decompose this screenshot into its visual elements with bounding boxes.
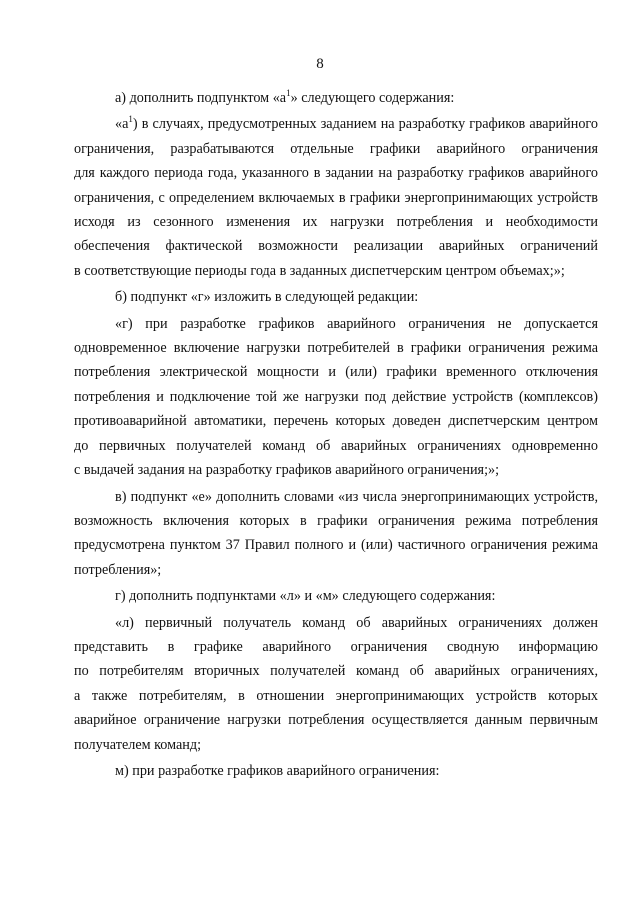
- paragraph-line: для каждого периода года, указанного в задании на разработку графиков аварийного: [74, 165, 598, 182]
- paragraph-line: в) подпункт «е» дополнить словами «из числа энергопринимающих устройств,: [115, 488, 598, 505]
- paragraph-line: ограничения, с определением включаемых в графики энергопринимающих устройств: [74, 189, 598, 206]
- page-number: 8: [316, 56, 324, 72]
- paragraph-l: [74, 611, 598, 757]
- paragraph-g-text: [74, 312, 598, 483]
- paragraph-line: с выдачей задания на разработку графиков аварийного ограничения;»;: [74, 462, 500, 479]
- paragraph-line: «л) первичный получатель команд об аварийных ограничениях должен: [115, 614, 598, 631]
- paragraph-a: [74, 86, 598, 110]
- paragraph-b: б) подпункт «г» изложить в следующей редакции:: [115, 289, 419, 306]
- paragraph-v: [74, 485, 598, 583]
- paragraph-line: [74, 112, 598, 136]
- paragraph-line: противоаварийной автоматики, перечень которых доведен диспетчерским центром: [74, 413, 598, 430]
- paragraph-line: исходя из сезонного изменения их нагрузки потребления и необходимости: [74, 214, 598, 231]
- paragraph-line: до первичных получателей команд об аварийных ограничениях одновременно: [74, 437, 598, 454]
- superscript: 1: [286, 88, 291, 98]
- paragraph-line: получателем команд;: [74, 736, 202, 753]
- paragraph-line: представить в графике аварийного ограничения сводную информацию: [74, 638, 598, 655]
- paragraph-line: «г) при разработке графиков аварийного ограничения не допускается: [115, 315, 598, 332]
- paragraph-line: в соответствующие периоды года в заданных диспетчерским центром объемах;»;: [74, 262, 565, 279]
- paragraph-line: обеспечения фактической возможности реализации аварийных ограничений: [74, 238, 598, 255]
- superscript: 1: [128, 114, 133, 125]
- document-body: [74, 86, 598, 783]
- paragraph-line: одновременное включение нагрузки потребителей в графики ограничения режима: [74, 340, 598, 357]
- paragraph-line: потребления и подключение той же нагрузки под действие устройств (комплексов): [74, 388, 598, 405]
- paragraph-m: м) при разработке графиков аварийного ограничения:: [115, 762, 440, 779]
- paragraph-a-text: а) дополнить подпунктом «а: [115, 90, 287, 106]
- paragraph-a1: [74, 112, 598, 283]
- paragraph-a-text-end: » следующего содержания:: [290, 90, 455, 106]
- paragraph-line: потребления»;: [74, 561, 162, 578]
- paragraph-line: предусмотрена пунктом 37 Правил полного и (или) частичного ограничения режима: [74, 537, 598, 554]
- paragraph-line: ограничения, разрабатываются отдельные графики аварийного ограничения: [74, 140, 598, 157]
- paragraph-line: а также потребителям, в отношении энергопринимающих устройств которых: [74, 687, 598, 704]
- paragraph-line-text: ) в случаях, предусмотренных заданием на разработку графиков аварийного: [132, 116, 598, 133]
- paragraph-line: потребления электрической мощности и (или) графики временного отключения: [74, 364, 598, 381]
- paragraph-line: по потребителям вторичных получателей команд об аварийных ограничениях,: [74, 663, 598, 680]
- paragraph-line: аварийное ограничение нагрузки потребления осуществляется данным первичным: [74, 712, 598, 729]
- quote-prefix: «а: [115, 116, 129, 133]
- paragraph-g: г) дополнить подпунктами «л» и «м» следующего содержания:: [115, 588, 496, 605]
- paragraph-line: возможность включения которых в графики ограничения режима потребления: [74, 512, 598, 529]
